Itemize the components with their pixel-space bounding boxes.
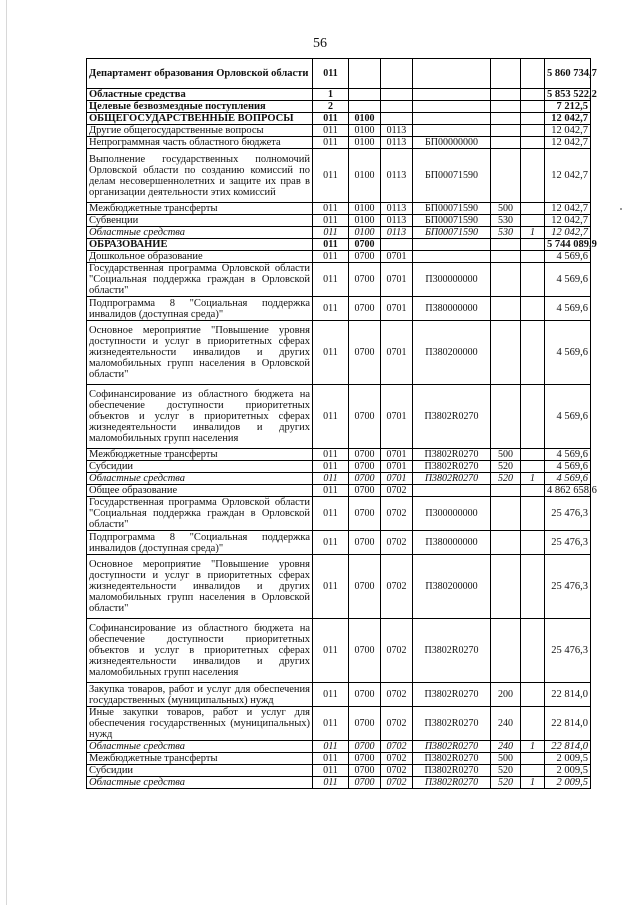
table-row [87,125,591,137]
row-name: Областные средства [87,227,313,239]
row-target-code: П3802R0270 [413,777,491,789]
row-admin-code: 011 [313,251,349,263]
table-row [87,321,591,385]
row-section-code: 0700 [349,385,381,449]
row-section-code: 0100 [349,203,381,215]
row-source-code [521,321,545,385]
row-amount: 4 569,6 [545,251,591,263]
row-expense-type [491,59,521,89]
row-admin-code: 011 [313,449,349,461]
row-source-code [521,125,545,137]
row-target-code: П3802R0270 [413,683,491,707]
row-name: Общее образование [87,485,313,497]
row-section-code: 0700 [349,707,381,741]
table-row [87,777,591,789]
row-section-code: 0700 [349,619,381,683]
table-row [87,741,591,753]
row-target-code: БП00071590 [413,149,491,203]
row-admin-code: 011 [313,707,349,741]
row-admin-code: 011 [313,555,349,619]
row-name: Государственная программа Орловской области "Социальная поддержка граждан в Орловской области" [87,497,313,531]
row-subsection-code: 0702 [381,765,413,777]
row-expense-type: 520 [491,765,521,777]
row-subsection-code: 0702 [381,683,413,707]
row-name: Субсидии [87,765,313,777]
row-source-code [521,485,545,497]
row-admin-code: 011 [313,203,349,215]
row-amount: 4 862 658,6 [545,485,591,497]
row-subsection-code: 0701 [381,461,413,473]
row-subsection-code: 0702 [381,531,413,555]
scan-speck [620,208,622,210]
row-amount: 22 814,0 [545,683,591,707]
row-subsection-code: 0701 [381,251,413,263]
row-expense-type: 500 [491,203,521,215]
row-expense-type: 500 [491,753,521,765]
row-subsection-code: 0701 [381,321,413,385]
row-section-code: 0100 [349,149,381,203]
table-row [87,619,591,683]
row-expense-type [491,321,521,385]
table-row [87,385,591,449]
row-source-code [521,251,545,263]
row-name: Субвенции [87,215,313,227]
row-amount: 4 569,6 [545,385,591,449]
row-subsection-code: 0702 [381,555,413,619]
row-source-code [521,137,545,149]
row-target-code: БП00071590 [413,227,491,239]
row-admin-code: 1 [313,89,349,101]
table-row [87,239,591,251]
row-admin-code: 011 [313,297,349,321]
budget-table-body [87,59,597,789]
row-admin-code: 011 [313,149,349,203]
row-subsection-code: 0701 [381,449,413,461]
table-row [87,149,591,203]
row-subsection-code: 0113 [381,215,413,227]
row-target-code: П300000000 [413,263,491,297]
row-name: Межбюджетные трансферты [87,203,313,215]
row-expense-type [491,555,521,619]
table-row [87,137,591,149]
row-expense-type [491,113,521,125]
page-number: 56 [313,36,327,51]
row-name: Иные закупки товаров, работ и услуг для обеспечения государственных (муниципальных) нужд [87,707,313,741]
row-name: Областные средства [87,741,313,753]
row-subsection-code: 0702 [381,753,413,765]
row-amount: 12 042,7 [545,125,591,137]
row-source-code [521,385,545,449]
row-amount: 22 814,0 [545,741,591,753]
row-target-code: П3802R0270 [413,385,491,449]
row-subsection-code: 0701 [381,263,413,297]
row-subsection-code: 0113 [381,137,413,149]
row-amount: 12 042,7 [545,137,591,149]
row-admin-code: 2 [313,101,349,113]
row-section-code: 0700 [349,297,381,321]
row-source-code [521,113,545,125]
row-source-code: 1 [521,777,545,789]
row-target-code [413,251,491,263]
row-subsection-code: 0701 [381,473,413,485]
table-row [87,59,591,89]
row-target-code: П3802R0270 [413,461,491,473]
row-section-code: 0700 [349,531,381,555]
table-row [87,449,591,461]
row-admin-code: 011 [313,485,349,497]
table-row [87,113,591,125]
row-source-code [521,263,545,297]
row-admin-code: 011 [313,461,349,473]
row-admin-code: 011 [313,753,349,765]
row-section-code [349,89,381,101]
row-subsection-code [381,59,413,89]
row-source-code [521,765,545,777]
row-expense-type: 520 [491,777,521,789]
row-source-code [521,203,545,215]
row-subsection-code [381,101,413,113]
row-amount: 12 042,7 [545,149,591,203]
row-target-code [413,59,491,89]
row-subsection-code: 0113 [381,227,413,239]
row-section-code: 0100 [349,113,381,125]
row-amount: 12 042,7 [545,215,591,227]
row-name: Областные средства [87,89,313,101]
table-row [87,89,591,101]
row-name: Выполнение государственных полномочий Орловской области по созданию комиссий по делам несовершеннолетних и защите их прав в организации деятельности этих комиссий [87,149,313,203]
row-name: Софинансирование из областного бюджета на обеспечение доступности приоритетных объектов и услуг в приоритетных сферах жизнедеятельности инвалидов и других маломобильных групп населения [87,619,313,683]
row-admin-code: 011 [313,531,349,555]
row-target-code [413,89,491,101]
row-expense-type [491,619,521,683]
row-amount: 4 569,6 [545,263,591,297]
table-row [87,251,591,263]
row-expense-type [491,297,521,321]
row-section-code: 0700 [349,473,381,485]
row-admin-code: 011 [313,227,349,239]
row-name: Областные средства [87,777,313,789]
row-expense-type [491,137,521,149]
row-amount: 4 569,6 [545,321,591,385]
row-expense-type [491,149,521,203]
row-expense-type [491,125,521,137]
row-subsection-code: 0702 [381,741,413,753]
row-amount: 5 853 522,2 [545,89,591,101]
row-name: ОБЩЕГОСУДАРСТВЕННЫЕ ВОПРОСЫ [87,113,313,125]
scan-margin-line [6,0,7,905]
row-expense-type [491,485,521,497]
row-expense-type: 520 [491,473,521,485]
row-amount: 22 814,0 [545,707,591,741]
row-amount: 2 009,5 [545,753,591,765]
table-row [87,297,591,321]
row-subsection-code [381,89,413,101]
row-section-code: 0700 [349,263,381,297]
row-admin-code: 011 [313,741,349,753]
row-source-code: 1 [521,741,545,753]
row-subsection-code: 0702 [381,777,413,789]
row-section-code: 0700 [349,251,381,263]
row-target-code: П3802R0270 [413,741,491,753]
row-amount: 12 042,7 [545,203,591,215]
table-row [87,215,591,227]
row-target-code: П3802R0270 [413,619,491,683]
row-source-code [521,101,545,113]
row-amount: 4 569,6 [545,473,591,485]
table-row [87,555,591,619]
row-target-code: П300000000 [413,497,491,531]
row-name: Межбюджетные трансферты [87,449,313,461]
row-admin-code: 011 [313,777,349,789]
row-expense-type: 520 [491,461,521,473]
table-row [87,707,591,741]
row-subsection-code: 0113 [381,203,413,215]
row-section-code: 0700 [349,555,381,619]
table-row [87,497,591,531]
row-admin-code: 011 [313,137,349,149]
row-section-code: 0700 [349,497,381,531]
row-name: Другие общегосударственные вопросы [87,125,313,137]
row-source-code [521,753,545,765]
row-section-code: 0700 [349,485,381,497]
row-source-code: 1 [521,473,545,485]
row-target-code: П380000000 [413,297,491,321]
row-source-code [521,297,545,321]
row-section-code: 0700 [349,239,381,251]
row-target-code: П3802R0270 [413,473,491,485]
row-amount: 25 476,3 [545,531,591,555]
table-row [87,203,591,215]
row-admin-code: 011 [313,125,349,137]
row-amount: 25 476,3 [545,619,591,683]
row-source-code: 1 [521,227,545,239]
row-section-code [349,101,381,113]
row-amount: 2 009,5 [545,777,591,789]
row-name: ОБРАЗОВАНИЕ [87,239,313,251]
row-expense-type: 200 [491,683,521,707]
row-expense-type [491,497,521,531]
row-section-code: 0700 [349,777,381,789]
row-subsection-code: 0702 [381,707,413,741]
row-amount: 12 042,7 [545,113,591,125]
row-source-code [521,555,545,619]
row-source-code [521,531,545,555]
row-subsection-code: 0701 [381,385,413,449]
row-name: Областные средства [87,473,313,485]
row-section-code: 0700 [349,449,381,461]
row-amount: 4 569,6 [545,297,591,321]
row-target-code: БП00071590 [413,215,491,227]
row-source-code [521,497,545,531]
row-target-code [413,125,491,137]
row-subsection-code: 0702 [381,485,413,497]
row-expense-type [491,251,521,263]
row-admin-code: 011 [313,473,349,485]
row-target-code [413,239,491,251]
row-expense-type: 530 [491,227,521,239]
row-section-code: 0100 [349,215,381,227]
row-admin-code: 011 [313,113,349,125]
table-row [87,531,591,555]
row-source-code [521,59,545,89]
row-source-code [521,683,545,707]
row-admin-code: 011 [313,765,349,777]
row-amount: 12 042,7 [545,227,591,239]
row-source-code [521,707,545,741]
row-expense-type [491,89,521,101]
row-section-code: 0700 [349,683,381,707]
row-section-code: 0100 [349,227,381,239]
row-source-code [521,461,545,473]
row-section-code: 0700 [349,765,381,777]
row-section-code [349,59,381,89]
row-amount: 2 009,5 [545,765,591,777]
table-row [87,683,591,707]
row-target-code: БП00000000 [413,137,491,149]
row-expense-type: 500 [491,449,521,461]
budget-table [86,58,597,789]
row-admin-code: 011 [313,497,349,531]
row-source-code [521,619,545,683]
row-admin-code: 011 [313,619,349,683]
row-expense-type: 240 [491,707,521,741]
row-expense-type: 240 [491,741,521,753]
row-target-code: П380200000 [413,555,491,619]
row-amount: 25 476,3 [545,497,591,531]
row-expense-type [491,101,521,113]
row-name: Подпрограмма 8 "Социальная поддержка инвалидов (доступная среда)" [87,297,313,321]
row-amount: 4 569,6 [545,449,591,461]
table-row [87,765,591,777]
row-target-code: П3802R0270 [413,707,491,741]
row-expense-type [491,263,521,297]
row-source-code [521,215,545,227]
row-subsection-code [381,113,413,125]
row-target-code [413,485,491,497]
row-subsection-code [381,239,413,251]
table-row [87,101,591,113]
row-name: Субсидии [87,461,313,473]
row-section-code: 0700 [349,753,381,765]
row-subsection-code: 0702 [381,619,413,683]
row-target-code: П380000000 [413,531,491,555]
row-name: Государственная программа Орловской области "Социальная поддержка граждан в Орловской области" [87,263,313,297]
row-section-code: 0700 [349,461,381,473]
row-target-code: БП00071590 [413,203,491,215]
row-admin-code: 011 [313,263,349,297]
row-admin-code: 011 [313,59,349,89]
table-row [87,753,591,765]
row-target-code [413,101,491,113]
row-subsection-code: 0702 [381,497,413,531]
row-admin-code: 011 [313,683,349,707]
row-target-code: П3802R0270 [413,765,491,777]
row-source-code [521,89,545,101]
table-row [87,461,591,473]
row-section-code: 0100 [349,137,381,149]
row-target-code: П3802R0270 [413,753,491,765]
row-admin-code: 011 [313,215,349,227]
row-expense-type: 530 [491,215,521,227]
row-name: Основное мероприятие "Повышение уровня доступности и услуг в приоритетных сферах жизнедеятельности инвалидов и других маломобильных групп населения в Орловской области" [87,555,313,619]
row-expense-type [491,239,521,251]
row-section-code: 0100 [349,125,381,137]
row-target-code [413,113,491,125]
table-row [87,263,591,297]
row-source-code [521,239,545,251]
row-name: Межбюджетные трансферты [87,753,313,765]
row-section-code: 0700 [349,321,381,385]
row-amount: 5 744 089,9 [545,239,591,251]
row-name: Закупка товаров, работ и услуг для обеспечения государственных (муниципальных) нужд [87,683,313,707]
row-name: Целевые безвозмездные поступления [87,101,313,113]
table-row [87,485,591,497]
table-row [87,473,591,485]
row-admin-code: 011 [313,385,349,449]
table-row [87,227,591,239]
row-subsection-code: 0701 [381,297,413,321]
row-name: Непрограммная часть областного бюджета [87,137,313,149]
row-name: Департамент образования Орловской области [87,59,313,89]
row-name: Софинансирование из областного бюджета на обеспечение доступности приоритетных объектов и услуг в приоритетных сферах жизнедеятельности инвалидов и других маломобильных групп населения [87,385,313,449]
row-target-code: П3802R0270 [413,449,491,461]
row-amount: 25 476,3 [545,555,591,619]
row-amount: 7 212,5 [545,101,591,113]
row-admin-code: 011 [313,239,349,251]
row-subsection-code: 0113 [381,149,413,203]
row-amount: 5 860 734,7 [545,59,591,89]
row-name: Подпрограмма 8 "Социальная поддержка инвалидов (доступная среда)" [87,531,313,555]
row-section-code: 0700 [349,741,381,753]
row-expense-type [491,385,521,449]
row-expense-type [491,531,521,555]
row-name: Основное мероприятие "Повышение уровня доступности и услуг в приоритетных сферах жизнедеятельности инвалидов и других маломобильных групп населения в Орловской области" [87,321,313,385]
row-target-code: П380200000 [413,321,491,385]
row-subsection-code: 0113 [381,125,413,137]
row-admin-code: 011 [313,321,349,385]
row-source-code [521,449,545,461]
row-source-code [521,149,545,203]
row-name: Дошкольное образование [87,251,313,263]
row-amount: 4 569,6 [545,461,591,473]
